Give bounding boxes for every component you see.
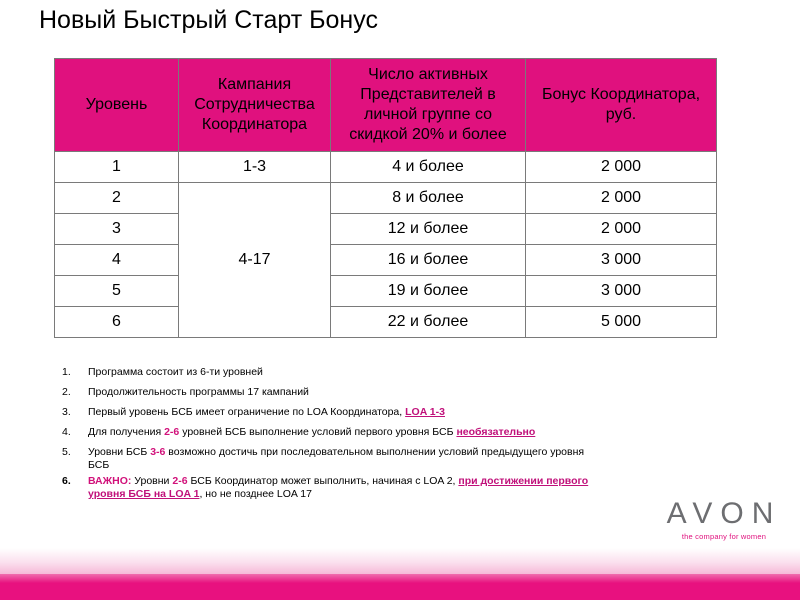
note-item <box>62 446 602 472</box>
header-level: Уровень <box>55 59 179 152</box>
table-row <box>55 183 717 214</box>
note-item <box>62 366 602 379</box>
note-item <box>62 406 602 419</box>
note-text: Продолжительность программы 17 кампаний <box>88 386 309 398</box>
bonus-cell: 2 000 <box>526 152 717 183</box>
level-cell: 1 <box>55 152 179 183</box>
header-active-reps: Число активных Представителей в личной группе со скидкой 20% и более <box>331 59 526 152</box>
bonus-table <box>54 58 717 338</box>
table-row <box>55 152 717 183</box>
active-reps-cell: 16 и более <box>331 245 526 276</box>
note-number: 1. <box>62 366 71 378</box>
active-reps-cell: 12 и более <box>331 214 526 245</box>
note-number: 5. <box>62 446 71 458</box>
note-text: Уровни <box>131 475 173 487</box>
note-text: БСБ Координатор может выполнить, начиная с LOA 2, <box>187 475 459 487</box>
level-cell: 4 <box>55 245 179 276</box>
campaign-cell-merged: 4-17 <box>179 183 331 338</box>
program-notes <box>62 366 602 508</box>
table-row <box>55 214 717 245</box>
note-highlight: 2-6 <box>164 426 180 438</box>
note-text: , но не позднее LOA 17 <box>199 488 312 500</box>
note-text: уровней БСБ выполнение условий первого уровня БСБ <box>179 426 457 438</box>
optional-link[interactable]: необязательно <box>456 426 536 438</box>
bonus-cell: 3 000 <box>526 276 717 307</box>
note-text: Программа состоит из 6-ти уровней <box>88 366 263 378</box>
table-row <box>55 245 717 276</box>
note-number: 3. <box>62 406 71 418</box>
header-bonus: Бонус Координатора, руб. <box>526 59 717 152</box>
logo-wordmark: AVON <box>666 497 782 530</box>
slide-title: Новый Быстрый Старт Бонус <box>39 6 378 34</box>
note-item <box>62 386 602 399</box>
note-number: 6. <box>62 475 71 487</box>
table-header-row <box>55 59 717 152</box>
active-reps-cell: 19 и более <box>331 276 526 307</box>
table-row <box>55 276 717 307</box>
note-text: возможно достичь при последовательном выполнении условий предыдущего уровня БСБ <box>88 446 585 471</box>
loa-link[interactable]: LOA 1-3 <box>405 406 445 418</box>
bonus-cell: 2 000 <box>526 183 717 214</box>
bonus-cell: 2 000 <box>526 214 717 245</box>
important-label: ВАЖНО: <box>88 475 132 487</box>
avon-logo <box>664 497 784 541</box>
first-level-link[interactable]: при достижении первого уровня БСБ на LOA 1 <box>88 475 589 500</box>
note-text: Уровни БСБ <box>88 446 151 458</box>
note-highlight: 2-6 <box>172 475 188 487</box>
note-number: 2. <box>62 386 71 398</box>
level-cell: 3 <box>55 214 179 245</box>
level-cell: 2 <box>55 183 179 214</box>
active-reps-cell: 22 и более <box>331 307 526 338</box>
note-highlight: 3-6 <box>150 446 166 458</box>
level-cell: 5 <box>55 276 179 307</box>
note-number: 4. <box>62 426 71 438</box>
note-item-important <box>62 475 602 501</box>
active-reps-cell: 4 и более <box>331 152 526 183</box>
header-campaign: Кампания Сотрудничества Координатора <box>179 59 331 152</box>
campaign-cell: 1-3 <box>179 152 331 183</box>
bonus-cell: 5 000 <box>526 307 717 338</box>
table-row <box>55 307 717 338</box>
note-item <box>62 426 602 439</box>
level-cell: 6 <box>55 307 179 338</box>
logo-tagline: the company for women <box>681 532 767 541</box>
footer-gradient <box>0 548 800 574</box>
footer-band <box>0 574 800 600</box>
note-text: Для получения <box>88 426 165 438</box>
active-reps-cell: 8 и более <box>331 183 526 214</box>
bonus-cell: 3 000 <box>526 245 717 276</box>
note-text: Первый уровень БСБ имеет ограничение по LOA Координатора, <box>88 406 406 418</box>
